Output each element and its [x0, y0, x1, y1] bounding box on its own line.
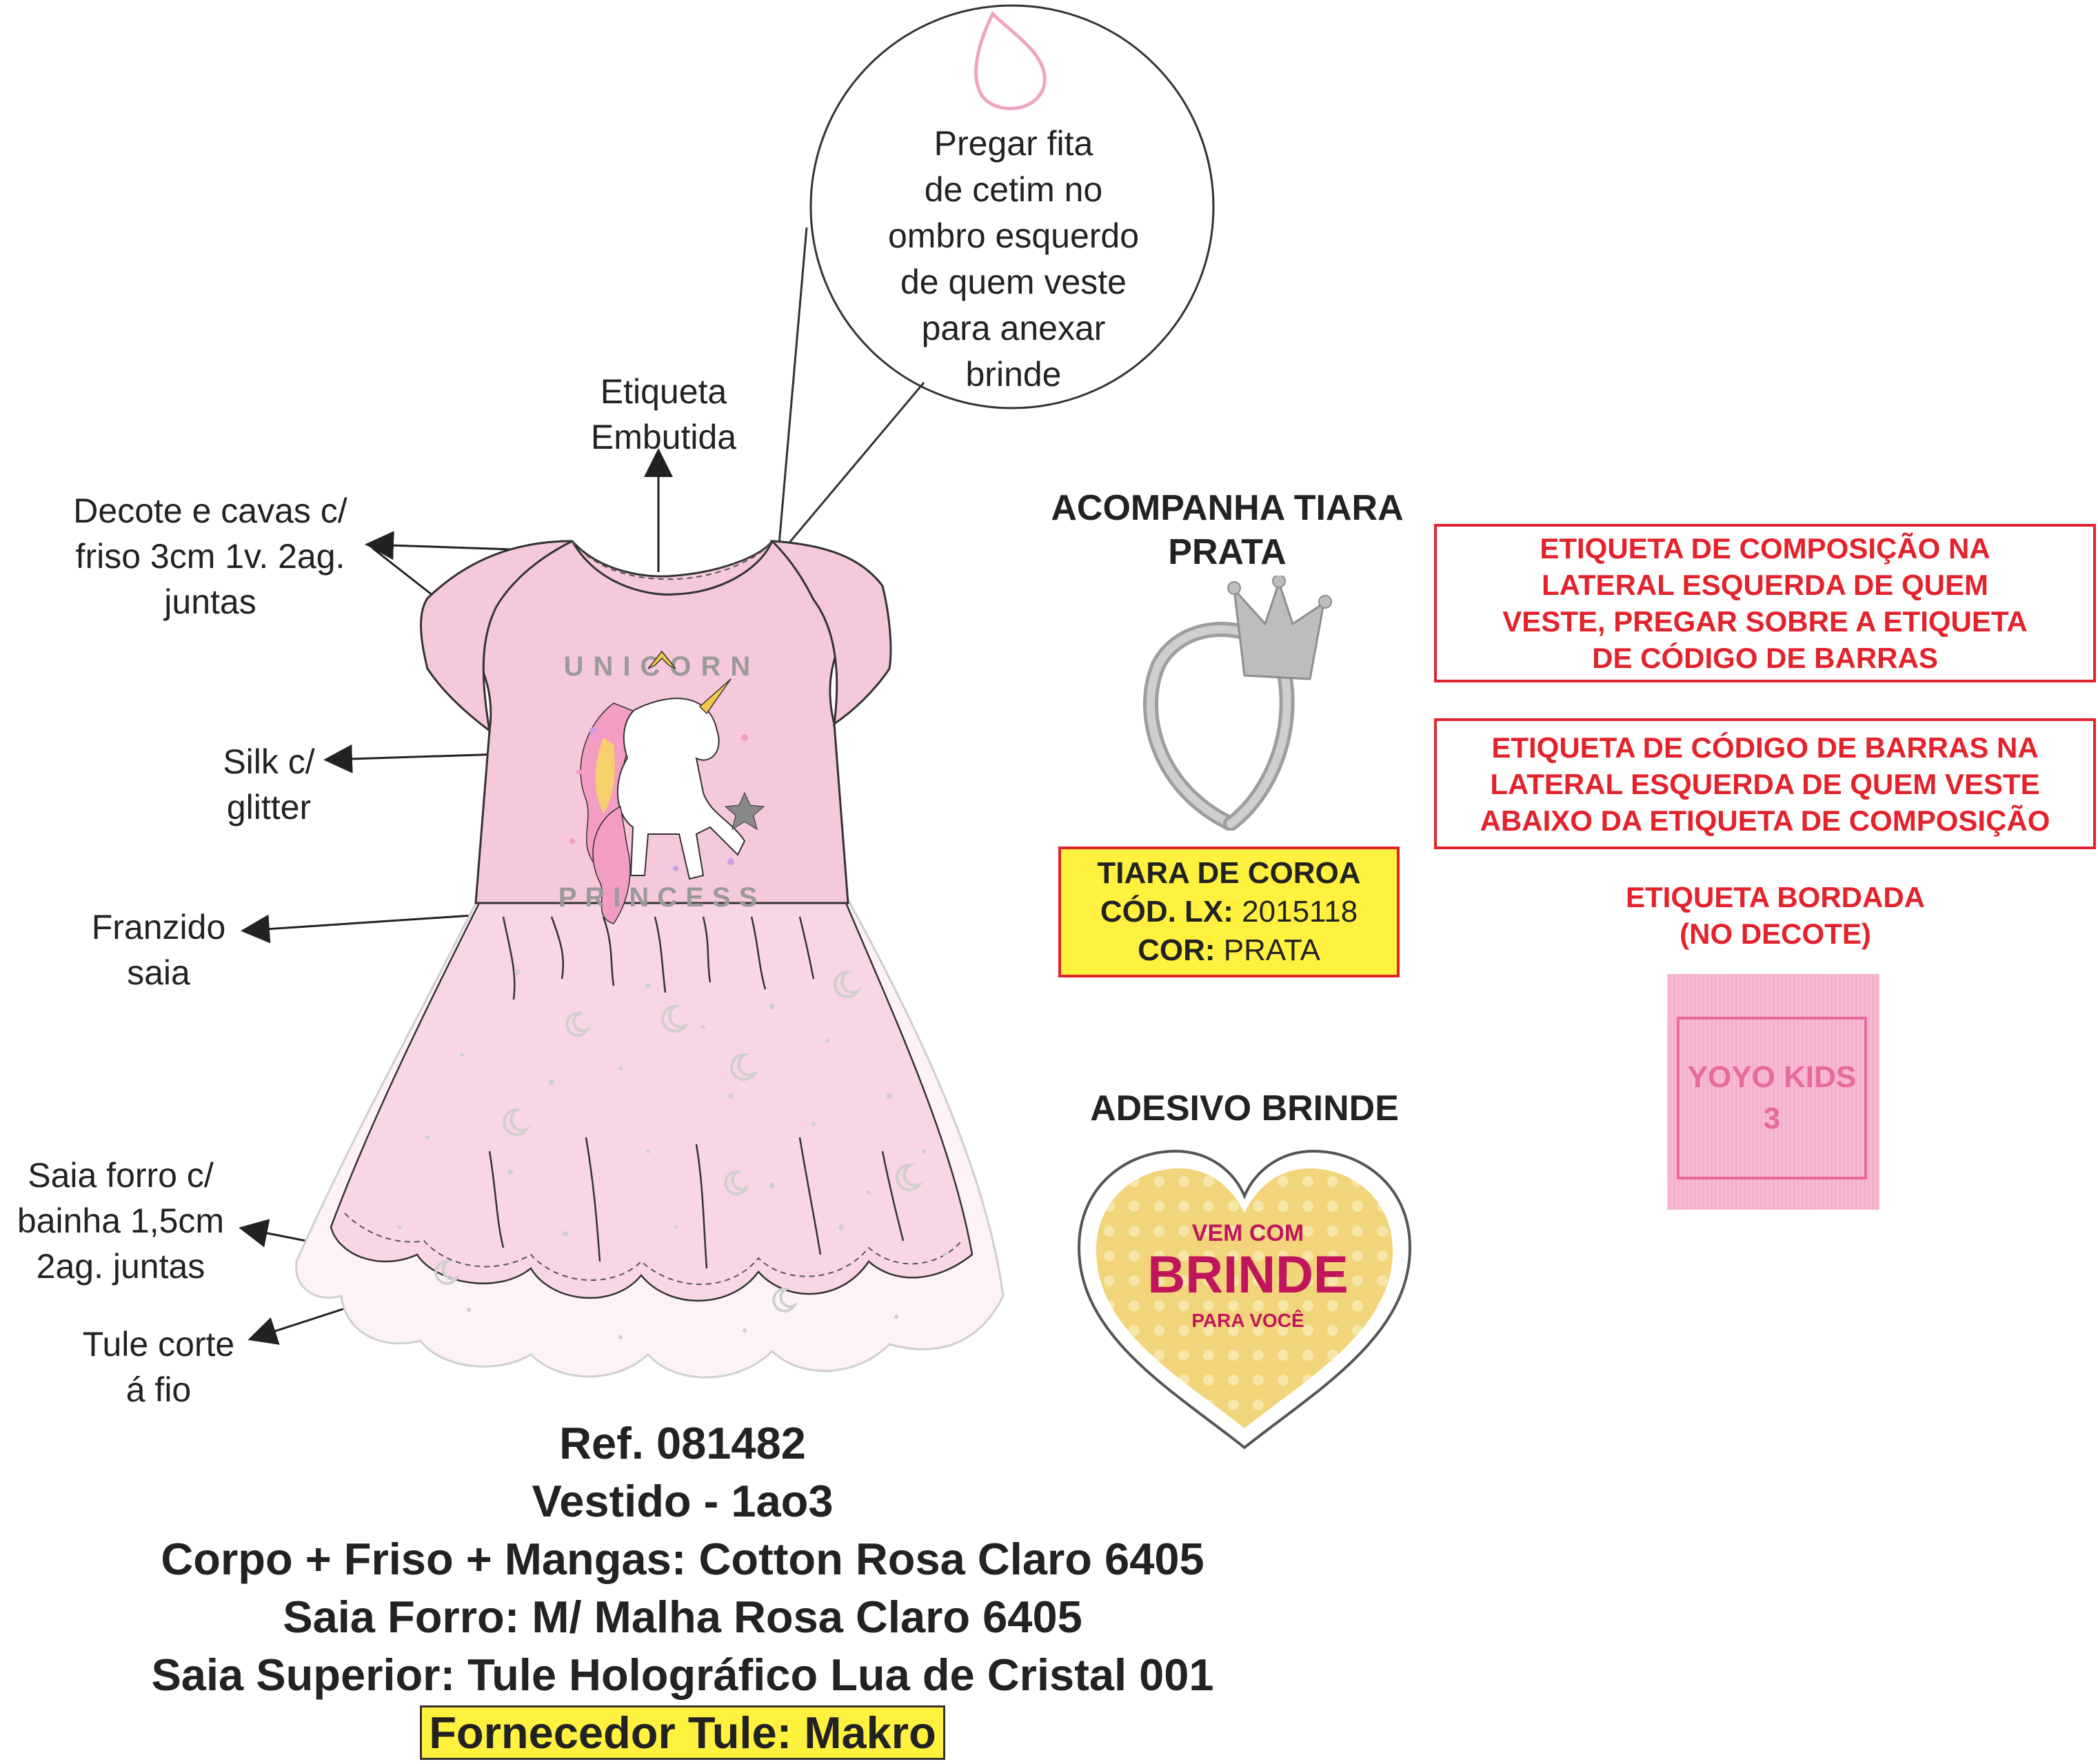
tiara-name: TIARA DE COROA	[1097, 856, 1361, 890]
annotation-line: friso 3cm 1v. 2ag.	[75, 537, 345, 576]
sticker-line-2: BRINDE	[1147, 1246, 1349, 1304]
callout-line: ombro esquerdo	[887, 216, 1140, 255]
annotation-etiqueta-embutida	[565, 369, 762, 460]
composition-line: DE CÓDIGO DE BARRAS	[1592, 642, 1938, 674]
tiara-icon	[1131, 576, 1338, 831]
footer-supplier: Fornecedor Tule: Makro	[420, 1705, 945, 1760]
composition-label-note	[1434, 524, 2096, 682]
annotation-decote	[41, 488, 379, 625]
annotation-silk	[200, 739, 338, 830]
annotation-line: Tule corte	[82, 1325, 235, 1363]
dress-illustration	[290, 531, 1048, 1399]
footer-ref: Ref. 081482	[559, 1418, 806, 1468]
embroidered-heading-line: ETIQUETA BORDADA	[1626, 881, 1925, 913]
sticker-line-3: PARA VOCÊ	[1191, 1310, 1304, 1331]
barcode-line: LATERAL ESQUERDA DE QUEM VESTE	[1490, 767, 2040, 800]
sticker-heart	[1072, 1144, 1417, 1454]
annotation-line: saia	[127, 953, 190, 992]
annotation-tule	[62, 1321, 255, 1412]
annotation-line: Embutida	[590, 418, 737, 456]
print-bottom-word: PRINCESS	[558, 882, 766, 913]
footer-upper-fabric: Saia Superior: Tule Holográfico Lua de Cristal 001	[151, 1650, 1214, 1700]
footer-product: Vestido - 1ao3	[532, 1476, 834, 1526]
callout-line: para anexar	[921, 309, 1106, 347]
annotation-line: 2ag. juntas	[36, 1247, 205, 1286]
annotation-line: Franzido	[91, 908, 226, 946]
sticker-line-1: VEM COM	[1191, 1220, 1304, 1246]
tiara-heading-line: PRATA	[1168, 532, 1287, 572]
embroidered-size: 3	[1763, 1102, 1781, 1135]
embroidered-heading-line: (NO DECOTE)	[1680, 918, 1871, 950]
annotation-franzido	[69, 904, 248, 995]
print-top-word: UNICORN	[563, 651, 760, 682]
embroidered-label-heading	[1537, 879, 2013, 952]
tiara-info-box	[1058, 846, 1400, 977]
footer-body-fabric: Corpo + Friso + Mangas: Cotton Rosa Claro 6405	[161, 1534, 1204, 1584]
sticker-heading: ADESIVO BRINDE	[1090, 1088, 1399, 1128]
tiara-heading-line: ACOMPANHA TIARA	[1051, 488, 1404, 528]
annotation-line: Silk c/	[223, 742, 315, 781]
annotation-line: juntas	[164, 582, 256, 621]
tiara-color-value: PRATA	[1223, 933, 1320, 967]
embroidered-label-frame	[1677, 1017, 1867, 1179]
footer-lining-fabric: Saia Forro: M/ Malha Rosa Claro 6405	[283, 1592, 1082, 1642]
embroidered-label	[1667, 974, 1879, 1210]
annotation-line: Saia forro c/	[28, 1156, 214, 1195]
tiara-heading	[1020, 486, 1434, 574]
callout-line: brinde	[965, 355, 1062, 394]
composition-line: LATERAL ESQUERDA DE QUEM	[1542, 569, 1988, 601]
annotation-line: Etiqueta	[600, 372, 727, 411]
annotation-saia-forro	[0, 1153, 241, 1289]
tiara-code-value: 2015118	[1242, 895, 1358, 929]
callout-text	[834, 121, 1193, 398]
footer-supplier-row	[0, 1704, 1365, 1762]
barcode-line: ETIQUETA DE CÓDIGO DE BARRAS NA	[1491, 731, 2039, 764]
callout-line: de quem veste	[900, 263, 1127, 301]
composition-line: VESTE, PREGAR SOBRE A ETIQUETA	[1502, 605, 2028, 638]
tiara-code-label: CÓD. LX:	[1100, 895, 1233, 929]
barcode-line: ABAIXO DA ETIQUETA DE COMPOSIÇÃO	[1480, 804, 2050, 837]
composition-line: ETIQUETA DE COMPOSIÇÃO NA	[1540, 532, 1990, 565]
callout-line: Pregar fita	[934, 124, 1093, 163]
barcode-label-note	[1434, 718, 2096, 849]
annotation-line: glitter	[226, 788, 312, 827]
callout-line: de cetim no	[924, 170, 1103, 209]
annotation-line: á fio	[125, 1370, 192, 1409]
annotation-line: Decote e cavas c/	[73, 491, 347, 530]
tiara-color-label: COR:	[1138, 933, 1216, 967]
annotation-line: bainha 1,5cm	[17, 1202, 225, 1240]
embroidered-brand: YOYO KIDS	[1687, 1060, 1857, 1094]
